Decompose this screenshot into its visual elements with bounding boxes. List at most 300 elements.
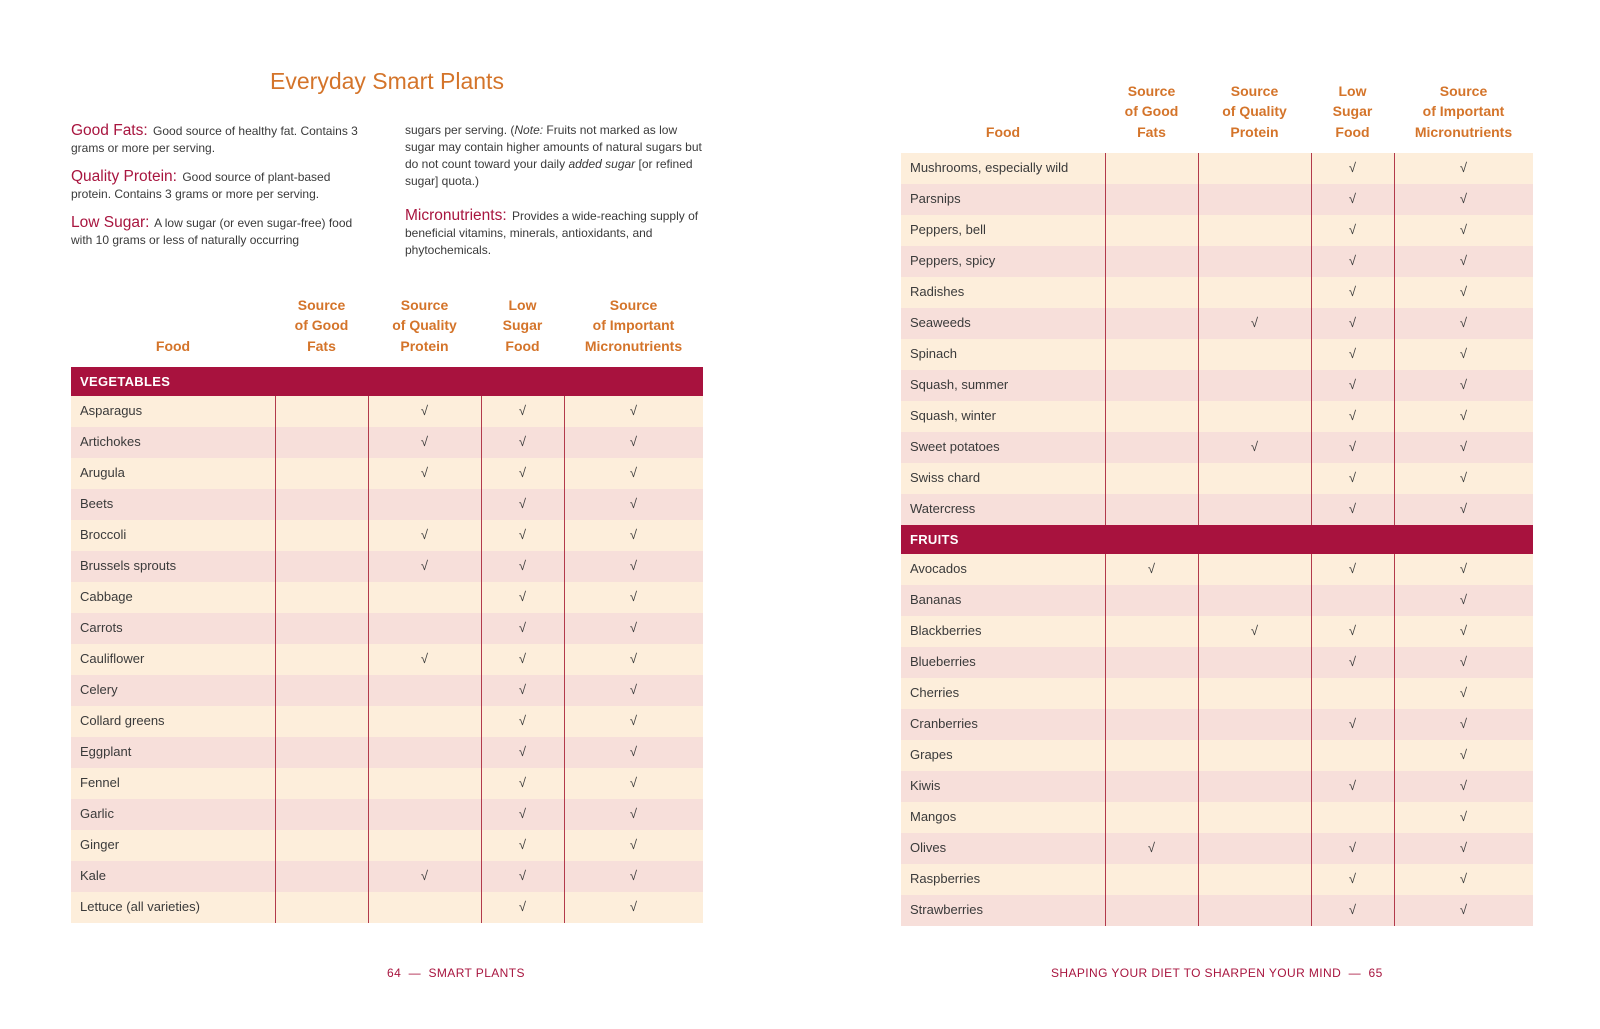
table-row (71, 644, 703, 675)
legend-text-low-sugar: A low sugar (or even sugar-free) food with 10 grams or less of naturally occurring (71, 216, 353, 247)
header-line: Source (400, 296, 449, 313)
fats-check-cell (1105, 432, 1198, 463)
food-name-cell: Bananas (910, 592, 962, 607)
table-body-right (901, 153, 1533, 926)
header-line: Sugar (1332, 103, 1373, 119)
column-divider (1311, 153, 1312, 525)
fats-check-cell (1105, 616, 1198, 647)
section-header-vegetables: VEGETABLES (71, 367, 703, 396)
note-text: Fruits not marked as low sugar may contain higher amounts of natural sugars but do not count toward your daily (405, 123, 702, 171)
micro-check-cell: √ (629, 837, 638, 852)
table-row (901, 833, 1533, 864)
sugar-check-cell: √ (1348, 501, 1357, 516)
sugar-check-cell: √ (1348, 408, 1357, 423)
protein-check-cell (1198, 709, 1311, 740)
protein-check-cell (1198, 184, 1311, 215)
food-name-cell: Broccoli (80, 527, 127, 542)
note-label: Note: (514, 123, 544, 137)
protein-check-cell (1198, 647, 1311, 678)
fats-check-cell (1105, 370, 1198, 401)
micro-check-cell: √ (1459, 871, 1468, 886)
food-name-cell: Beets (80, 496, 114, 511)
sugar-check-cell: √ (518, 806, 527, 821)
sugar-check-cell: √ (1348, 284, 1357, 299)
sugar-check-cell: √ (518, 837, 527, 852)
table-row (71, 427, 703, 458)
legend-quality-protein (71, 168, 371, 203)
food-name-cell: Swiss chard (910, 470, 981, 485)
protein-check-cell (368, 768, 481, 799)
column-header-micronutrients (1394, 81, 1533, 143)
food-name-cell: Carrots (80, 620, 123, 635)
sugar-check-cell (1311, 740, 1394, 771)
protein-check-cell (1198, 370, 1311, 401)
food-name-cell: Cauliflower (80, 651, 145, 666)
micro-check-cell: √ (1459, 902, 1468, 917)
table-row (71, 706, 703, 737)
food-name-cell: Ginger (80, 837, 120, 852)
fats-check-cell (1105, 709, 1198, 740)
sugar-check-cell: √ (518, 620, 527, 635)
column-header-low-sugar (1311, 81, 1394, 143)
sugar-check-cell: √ (1348, 191, 1357, 206)
table-row (901, 678, 1533, 709)
food-name-cell: Cranberries (910, 716, 978, 731)
protein-check-cell: √ (1250, 315, 1259, 330)
sugar-check-cell (1311, 802, 1394, 833)
protein-check-cell (368, 613, 481, 644)
legend-good-fats (71, 122, 371, 157)
legend-column-2 (405, 122, 705, 270)
protein-check-cell (1198, 401, 1311, 432)
sugar-check-cell (1311, 585, 1394, 616)
micro-check-cell: √ (629, 465, 638, 480)
micro-check-cell: √ (629, 496, 638, 511)
table-row (901, 771, 1533, 802)
fats-check-cell (1105, 308, 1198, 339)
fats-check-cell (275, 489, 368, 520)
micro-check-cell: √ (629, 434, 638, 449)
fats-check-cell (1105, 463, 1198, 494)
sugar-check-cell (1311, 678, 1394, 709)
sugar-check-cell: √ (1348, 778, 1357, 793)
fats-check-cell (1105, 585, 1198, 616)
protein-check-cell (1198, 585, 1311, 616)
table-row (71, 830, 703, 861)
food-name-cell: Sweet potatoes (910, 439, 1000, 454)
footer-section: SHAPING YOUR DIET TO SHARPEN YOUR MIND (1051, 966, 1342, 980)
table-row (71, 799, 703, 830)
column-header-good-fats (1105, 81, 1198, 143)
header-line: Sugar (502, 317, 543, 333)
fats-check-cell (1105, 184, 1198, 215)
protein-check-cell (368, 582, 481, 613)
fats-check-cell (1105, 895, 1198, 926)
food-name-cell: Collard greens (80, 713, 165, 728)
table-row (71, 551, 703, 582)
protein-check-cell (368, 706, 481, 737)
column-divider (564, 396, 565, 923)
fats-check-cell (1105, 647, 1198, 678)
sugar-check-cell: √ (518, 527, 527, 542)
micro-check-cell: √ (1459, 470, 1468, 485)
row-group-vegetables (71, 396, 703, 923)
micro-check-cell: √ (629, 620, 638, 635)
food-name-cell: Mushrooms, especially wild (910, 160, 1069, 175)
header-line: Fats (1137, 123, 1166, 140)
micro-check-cell: √ (1459, 747, 1468, 762)
fats-check-cell (275, 613, 368, 644)
table-row (901, 802, 1533, 833)
micro-check-cell: √ (1459, 191, 1468, 206)
page-number: 65 (1368, 966, 1383, 980)
header-line: of Quality (1222, 103, 1287, 119)
section-header-fruits: FRUITS (901, 525, 1533, 554)
protein-check-cell (1198, 833, 1311, 864)
micro-check-cell: √ (1459, 253, 1468, 268)
header-line: Food (1335, 123, 1370, 140)
micro-check-cell: √ (1459, 840, 1468, 855)
fats-check-cell (1105, 277, 1198, 308)
footer-section: SMART PLANTS (428, 966, 525, 980)
micro-check-cell: √ (1459, 778, 1468, 793)
fats-check-cell (275, 427, 368, 458)
table-row (901, 184, 1533, 215)
sugar-check-cell: √ (518, 434, 527, 449)
table-row (901, 585, 1533, 616)
protein-check-cell: √ (420, 868, 429, 883)
sugar-check-cell: √ (1348, 871, 1357, 886)
column-divider (275, 396, 276, 923)
protein-check-cell (368, 892, 481, 923)
food-name-cell: Artichokes (80, 434, 141, 449)
table-row (901, 432, 1533, 463)
protein-check-cell (1198, 678, 1311, 709)
table-row (901, 709, 1533, 740)
food-name-cell: Garlic (80, 806, 114, 821)
table-header (71, 284, 703, 364)
header-line: Source (1127, 82, 1176, 99)
fats-check-cell (275, 861, 368, 892)
column-divider (481, 396, 482, 923)
food-name-cell: Mangos (910, 809, 957, 824)
table-row (71, 861, 703, 892)
sugar-check-cell: √ (518, 403, 527, 418)
table-header (901, 70, 1533, 150)
micro-check-cell: √ (1459, 716, 1468, 731)
food-name-cell: Strawberries (910, 902, 983, 917)
sugar-check-cell: √ (1348, 439, 1357, 454)
protein-check-cell: √ (420, 558, 429, 573)
header-line: Source (609, 296, 658, 313)
micro-check-cell: √ (1459, 561, 1468, 576)
table-row (901, 308, 1533, 339)
food-name-cell: Brussels sprouts (80, 558, 177, 573)
column-header-food: Food (155, 337, 191, 354)
micro-check-cell: √ (629, 682, 638, 697)
header-line: of Good (1124, 103, 1179, 119)
column-header-low-sugar (481, 295, 564, 357)
food-name-cell: Watercress (910, 501, 976, 516)
food-name-cell: Eggplant (80, 744, 132, 759)
sugar-check-cell: √ (518, 713, 527, 728)
legend-text-good-fats: Good source of healthy fat. Contains 3 grams or more per serving. (71, 124, 358, 155)
table-row (901, 895, 1533, 926)
column-divider (1105, 554, 1106, 926)
food-name-cell: Radishes (910, 284, 965, 299)
sugar-check-cell: √ (518, 496, 527, 511)
food-name-cell: Peppers, spicy (910, 253, 996, 268)
micro-check-cell: √ (629, 868, 638, 883)
table-row (901, 740, 1533, 771)
sugar-check-cell: √ (518, 651, 527, 666)
column-divider (1311, 554, 1312, 926)
food-name-cell: Seaweeds (910, 315, 971, 330)
legend-low-sugar-note (405, 122, 705, 190)
legend-text-micronutrients: Provides a wide-reaching supply of beneficial vitamins, minerals, antioxidants, and phytochemicals. (405, 209, 699, 257)
sugar-check-cell: √ (1348, 222, 1357, 237)
protein-check-cell (1198, 463, 1311, 494)
micro-check-cell: √ (1459, 222, 1468, 237)
header-line: of Good (294, 317, 349, 333)
protein-check-cell: √ (420, 527, 429, 542)
protein-check-cell (1198, 771, 1311, 802)
table-row (901, 616, 1533, 647)
table-row (901, 463, 1533, 494)
sugar-check-cell: √ (1348, 840, 1357, 855)
footer-dash: — (408, 966, 422, 980)
fats-check-cell (275, 396, 368, 427)
note-text: sugars per serving. ( (405, 123, 515, 137)
sugar-check-cell: √ (1348, 716, 1357, 731)
micro-check-cell: √ (1459, 623, 1468, 638)
micro-check-cell: √ (629, 775, 638, 790)
legend-term-micronutrients: Micronutrients: (405, 207, 507, 224)
column-header-good-fats (275, 295, 368, 357)
note-emphasis: added sugar (568, 157, 636, 171)
food-name-cell: Avocados (910, 561, 967, 576)
sugar-check-cell: √ (1348, 623, 1357, 638)
fats-check-cell (1105, 401, 1198, 432)
row-group-fruits (901, 554, 1533, 926)
fats-check-cell (1105, 740, 1198, 771)
food-name-cell: Celery (80, 682, 118, 697)
fats-check-cell (275, 551, 368, 582)
fats-check-cell (275, 892, 368, 923)
micro-check-cell: √ (629, 558, 638, 573)
table-row (901, 864, 1533, 895)
table-row (901, 401, 1533, 432)
sugar-check-cell: √ (518, 682, 527, 697)
food-name-cell: Lettuce (all varieties) (80, 899, 200, 914)
fats-check-cell (275, 458, 368, 489)
protein-check-cell: √ (420, 465, 429, 480)
sugar-check-cell: √ (1348, 315, 1357, 330)
micro-check-cell: √ (629, 403, 638, 418)
header-line: Source (1439, 82, 1488, 99)
protein-check-cell (368, 830, 481, 861)
table-row (901, 153, 1533, 184)
header-line: Source (1230, 82, 1279, 99)
sugar-check-cell: √ (518, 589, 527, 604)
fats-check-cell (275, 520, 368, 551)
protein-check-cell: √ (1250, 623, 1259, 638)
row-group-vegetables-continued (901, 153, 1533, 525)
food-name-cell: Fennel (80, 775, 120, 790)
note-text: [or refined sugar] quota.) (405, 157, 693, 188)
fats-check-cell (275, 582, 368, 613)
protein-check-cell (1198, 246, 1311, 277)
legend-term-low-sugar: Low Sugar: (71, 214, 150, 231)
table-row (71, 892, 703, 923)
protein-check-cell (368, 737, 481, 768)
column-divider (1394, 153, 1395, 525)
page-title: Everyday Smart Plants (270, 68, 504, 94)
protein-check-cell: √ (1250, 439, 1259, 454)
fats-check-cell (275, 799, 368, 830)
fats-check-cell (1105, 494, 1198, 525)
fats-check-cell (1105, 678, 1198, 709)
header-line: of Important (1422, 103, 1505, 119)
fats-check-cell (275, 830, 368, 861)
micro-check-cell: √ (1459, 685, 1468, 700)
header-line: Food (505, 337, 540, 354)
column-divider (1198, 153, 1199, 525)
sugar-check-cell: √ (1348, 160, 1357, 175)
footer-dash: — (1348, 966, 1362, 980)
table-row (71, 613, 703, 644)
protein-check-cell (1198, 215, 1311, 246)
header-line: Source (297, 296, 346, 313)
column-header-micronutrients (564, 295, 703, 357)
fats-check-cell (1105, 864, 1198, 895)
header-line: Micronutrients (584, 337, 683, 354)
table-body-left (71, 367, 703, 923)
food-name-cell: Blueberries (910, 654, 976, 669)
micro-check-cell: √ (1459, 284, 1468, 299)
table-row (901, 494, 1533, 525)
table-row (901, 370, 1533, 401)
fats-check-cell: √ (1147, 840, 1156, 855)
table-row (71, 458, 703, 489)
table-row (71, 520, 703, 551)
micro-check-cell: √ (629, 744, 638, 759)
table-row (71, 396, 703, 427)
micro-check-cell: √ (1459, 654, 1468, 669)
legend-micronutrients (405, 207, 705, 259)
micro-check-cell: √ (1459, 592, 1468, 607)
table-row (71, 582, 703, 613)
micro-check-cell: √ (1459, 160, 1468, 175)
fats-check-cell (1105, 246, 1198, 277)
table-row (901, 246, 1533, 277)
protein-check-cell (1198, 554, 1311, 585)
page-footer-left (387, 966, 525, 980)
sugar-check-cell: √ (1348, 902, 1357, 917)
sugar-check-cell: √ (1348, 253, 1357, 268)
micro-check-cell: √ (1459, 346, 1468, 361)
protein-check-cell: √ (420, 403, 429, 418)
food-name-cell: Cherries (910, 685, 960, 700)
column-divider (1394, 554, 1395, 926)
protein-check-cell (1198, 153, 1311, 184)
table-row (901, 339, 1533, 370)
column-header-quality-protein (368, 295, 481, 357)
micro-check-cell: √ (629, 713, 638, 728)
food-name-cell: Parsnips (910, 191, 961, 206)
food-name-cell: Peppers, bell (910, 222, 986, 237)
protein-check-cell (368, 675, 481, 706)
fats-check-cell (1105, 339, 1198, 370)
header-line: Low (508, 296, 537, 313)
legend-text-quality-protein: Good source of plant-based protein. Contains 3 grams or more per serving. (71, 170, 331, 201)
food-name-cell: Squash, summer (910, 377, 1009, 392)
column-divider (1198, 554, 1199, 926)
header-line: Protein (400, 337, 449, 354)
micro-check-cell: √ (1459, 501, 1468, 516)
sugar-check-cell: √ (518, 558, 527, 573)
protein-check-cell (1198, 864, 1311, 895)
micro-check-cell: √ (1459, 809, 1468, 824)
fats-check-cell (275, 768, 368, 799)
sugar-check-cell: √ (518, 744, 527, 759)
micro-check-cell: √ (629, 589, 638, 604)
food-name-cell: Spinach (910, 346, 957, 361)
sugar-check-cell: √ (518, 465, 527, 480)
table-row (901, 277, 1533, 308)
sugar-check-cell: √ (518, 899, 527, 914)
micro-check-cell: √ (629, 527, 638, 542)
header-line: Protein (1230, 123, 1279, 140)
protein-check-cell (368, 489, 481, 520)
sugar-check-cell: √ (1348, 561, 1357, 576)
protein-check-cell (1198, 339, 1311, 370)
fats-check-cell (1105, 802, 1198, 833)
table-row (71, 768, 703, 799)
food-name-cell: Kiwis (910, 778, 941, 793)
fats-check-cell (275, 644, 368, 675)
food-name-cell: Blackberries (910, 623, 982, 638)
header-line: of Quality (392, 317, 457, 333)
column-header-food: Food (985, 123, 1021, 140)
food-name-cell: Raspberries (910, 871, 981, 886)
page-footer-right (1051, 966, 1383, 980)
protein-check-cell (1198, 895, 1311, 926)
micro-check-cell: √ (1459, 377, 1468, 392)
header-line: Low (1338, 82, 1367, 99)
protein-check-cell (1198, 494, 1311, 525)
fats-check-cell (1105, 153, 1198, 184)
table-row (901, 647, 1533, 678)
food-name-cell: Cabbage (80, 589, 133, 604)
legend-term-good-fats: Good Fats: (71, 122, 148, 139)
fats-check-cell (1105, 771, 1198, 802)
food-name-cell: Asparagus (80, 403, 143, 418)
column-header-quality-protein (1198, 81, 1311, 143)
header-line: of Important (592, 317, 675, 333)
micro-check-cell: √ (1459, 408, 1468, 423)
legend-term-quality-protein: Quality Protein: (71, 168, 177, 185)
protein-check-cell: √ (420, 651, 429, 666)
micro-check-cell: √ (629, 899, 638, 914)
table-row (71, 737, 703, 768)
column-divider (368, 396, 369, 923)
sugar-check-cell: √ (1348, 470, 1357, 485)
protein-check-cell (1198, 277, 1311, 308)
sugar-check-cell: √ (1348, 377, 1357, 392)
micro-check-cell: √ (629, 651, 638, 666)
header-line: Fats (307, 337, 336, 354)
